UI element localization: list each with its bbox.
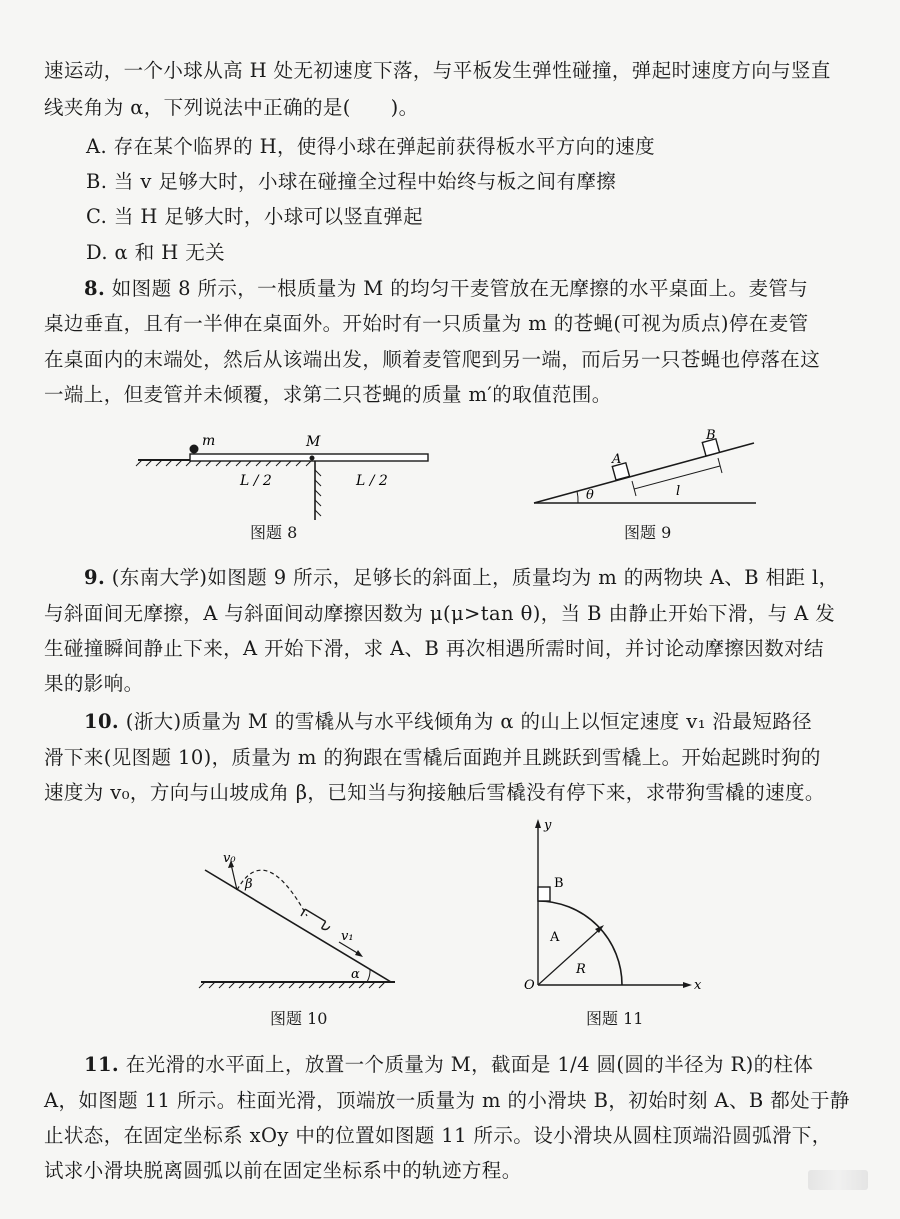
fig9-label-A: A — [612, 452, 622, 467]
figure-8-caption: 图题 8 — [250, 523, 298, 542]
q10-text-1: (浙大)质量为 M 的雪橇从与水平线倾角为 α 的山上以恒定速度 v₁ 沿最短路径 — [125, 710, 813, 733]
q9-line-3: 生碰撞瞬间静止下来，A 开始下滑，求 A、B 再次相遇所需时间，并讨论动摩擦因数对结 — [44, 637, 824, 660]
fig9-label-B: B — [706, 428, 716, 443]
q8-text-1: 如图题 8 所示，一根质量为 M 的均匀干麦管放在无摩擦的水平桌面上。麦管与 — [111, 277, 809, 300]
fig10-label-alpha: α — [351, 967, 360, 982]
q9-line-4: 果的影响。 — [44, 672, 144, 695]
q7-option-c: C. 当 H 足够大时，小球可以竖直弹起 — [86, 205, 424, 228]
q7-option-b: B. 当 v 足够大时，小球在碰撞全过程中始终与板之间有摩擦 — [86, 170, 617, 193]
q10-line-1 — [84, 709, 870, 735]
q11-text-1: 在光滑的水平面上，放置一个质量为 M，截面是 1/4 圆(圆的半径为 R)的柱体 — [125, 1053, 814, 1076]
q9-line-1 — [84, 565, 870, 591]
q11-line-1 — [84, 1052, 870, 1078]
q7-option-d: D. α 和 H 无关 — [86, 241, 226, 264]
fig11-label-R: R — [576, 962, 586, 977]
q9-line-2: 与斜面间无摩擦，A 与斜面间动摩擦因数为 μ(μ>tan θ)，当 B 由静止开始下滑，与 A 发 — [44, 602, 836, 625]
figure-9-caption: 图题 9 — [624, 523, 672, 542]
q10-line-3: 速度为 v₀，方向与山坡成角 β，已知当与狗接触后雪橇没有停下来，求带狗雪橇的速度。 — [44, 781, 825, 804]
q10-number: 10. — [84, 710, 120, 733]
figure-11-diagram — [510, 815, 710, 995]
q7-stem-line-2: 线夹角为 α，下列说法中正确的是( )。 — [44, 96, 419, 119]
fig8-label-left-half: L / 2 — [240, 473, 272, 489]
figure-9-diagram — [528, 425, 768, 515]
fig8-label-m: m — [202, 433, 216, 449]
q11-line-2: A，如图题 11 所示。柱面光滑，顶端放一质量为 m 的小滑块 B，初始时刻 A、B 都处于静 — [44, 1089, 850, 1112]
q11-number: 11. — [84, 1053, 120, 1076]
fig10-label-beta: β — [245, 877, 253, 892]
fig10-label-v0: v₀ — [223, 851, 236, 866]
q8-line-4: 一端上，但麦管并未倾覆，求第二只苍蝇的质量 m′的取值范围。 — [44, 383, 612, 406]
figure-8-diagram — [130, 425, 440, 525]
q11-line-3: 止状态，在固定坐标系 xOy 中的位置如图题 11 所示。设小滑块从圆柱顶端沿圆弧滑下， — [44, 1124, 832, 1147]
figure-10-diagram — [195, 850, 405, 998]
fig9-label-theta: θ — [586, 488, 594, 503]
fig11-label-A: A — [550, 930, 560, 945]
figure-10-caption: 图题 10 — [270, 1009, 328, 1028]
q7-stem-line-1: 速运动，一个小球从高 H 处无初速度下落，与平板发生弹性碰撞，弹起时速度方向与竖直 — [44, 59, 831, 82]
q7-option-a: A. 存在某个临界的 H，使得小球在弹起前获得板水平方向的速度 — [86, 135, 656, 158]
fig9-label-l: l — [676, 484, 681, 499]
figure-11-caption: 图题 11 — [586, 1009, 644, 1028]
fig11-label-y: y — [544, 818, 552, 833]
q9-text-1: (东南大学)如图题 9 所示，足够长的斜面上，质量均为 m 的两物块 A、B 相距 l， — [111, 566, 839, 589]
q8-line-1 — [84, 276, 870, 302]
fig10-label-v1: v₁ — [341, 929, 354, 944]
fig11-label-x: x — [694, 978, 702, 993]
q8-number: 8. — [84, 277, 106, 300]
fig8-label-right-half: L / 2 — [356, 473, 388, 489]
watermark — [808, 1170, 868, 1190]
q8-line-3: 在桌面内的末端处，然后从该端出发，顺着麦管爬到另一端，而后另一只苍蝇也停落在这 — [44, 348, 821, 371]
q8-line-2: 桌边垂直，且有一半伸在桌面外。开始时有一只质量为 m 的苍蝇(可视为质点)停在麦管 — [44, 312, 809, 335]
q9-number: 9. — [84, 566, 106, 589]
q11-line-4: 试求小滑块脱离圆弧以前在固定坐标系中的轨迹方程。 — [44, 1159, 522, 1182]
fig11-label-B: B — [554, 876, 564, 891]
fig8-label-M: M — [306, 434, 321, 450]
q10-line-2: 滑下来(见图题 10)，质量为 m 的狗跟在雪橇后面跑并且跳跃到雪橇上。开始起跳时狗的 — [44, 746, 821, 769]
fig11-label-O: O — [524, 978, 535, 993]
